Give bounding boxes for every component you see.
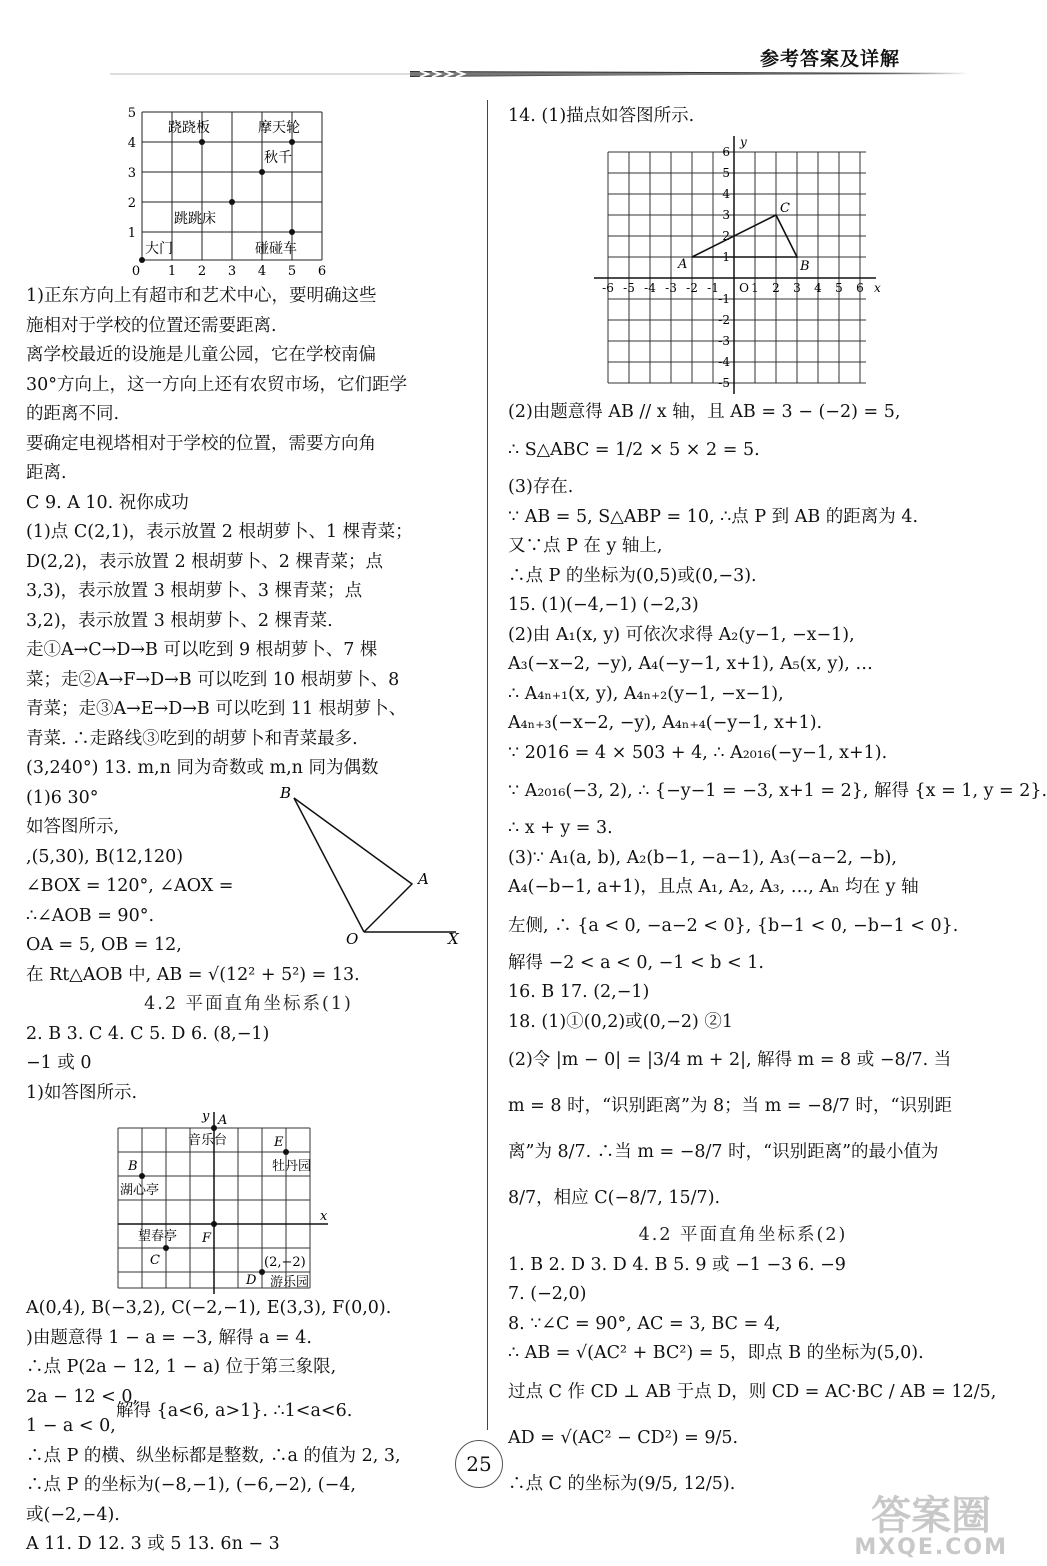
x-tick: 6 — [317, 264, 327, 279]
point-c — [163, 1245, 169, 1251]
text-line: ∵ 2016 = 4 × 503 + 4, ∴ A₂₀₁₆(−y−1, x+1). — [508, 742, 888, 763]
text-line: 3,3)，表示放置 3 根胡萝卜、3 棵青菜；点 — [26, 581, 363, 601]
text-line: 菜；走②A→F→D→B 可以吃到 10 根胡萝卜、8 — [26, 669, 400, 690]
text-line: 18. (1)①(0,2)或(0,−2) ②1 — [508, 1011, 734, 1032]
vertex-a: A — [418, 869, 429, 888]
label-spring-pavilion: 望春亭 — [138, 1229, 178, 1244]
x-tick: 1 — [167, 264, 177, 279]
text-line: A₄(−b−1, a+1)，且点 A₁, A₂, A₃, …, Aₙ 均在 y 轴 — [508, 877, 919, 897]
x-tick: -2 — [686, 280, 698, 295]
text-line: (3)∵ A₁(a, b), A₂(b−1, −a−1), A₃(−a−2, −b), — [508, 847, 897, 868]
label-lake-pavilion: 湖心亭 — [120, 1183, 160, 1198]
text-line: 要确定电视塔相对于学校的位置，需要方向角 — [26, 433, 376, 454]
vertex-o: O — [346, 929, 359, 948]
y-tick: 6 — [722, 144, 730, 159]
triangle-figure — [276, 783, 466, 948]
text-line: (3)存在. — [508, 477, 574, 497]
text-line: (3,240°) 13. m,n 同为奇数或 m,n 同为偶数 — [26, 758, 379, 778]
point-f — [211, 1221, 217, 1227]
text-line: ∵ A₂₀₁₆(−3, 2), ∴ {−y−1 = −3, x+1 = 2}, 解得 {x = 1, y = 2}. — [508, 781, 1047, 801]
text-line: m = 8 时，“识别距离”为 8；当 m = −8/7 时，“识别距 — [508, 1096, 952, 1116]
x-tick: 4 — [257, 264, 267, 279]
point-label-f: F — [202, 1231, 212, 1246]
grid-figure-1 — [26, 92, 471, 282]
point-label-b: B — [128, 1159, 138, 1174]
y-tick: -1 — [718, 291, 730, 306]
text-line: OA = 5, OB = 12, — [26, 935, 182, 955]
y-tick: -5 — [718, 375, 730, 390]
x-axis-label: x — [874, 280, 881, 295]
point-seesaw — [199, 139, 205, 145]
text-line: ∴点 P(2a − 12, 1 − a) 位于第三象限, — [26, 1357, 337, 1377]
label-ferris-wheel: 摩天轮 — [258, 120, 300, 136]
text-line: ∴ AB = √(AC² + BC²) = 5，即点 B 的坐标为(5,0). — [508, 1343, 924, 1363]
grid-1-svg — [112, 92, 432, 280]
label-seesaw: 跷跷板 — [168, 120, 210, 136]
x-tick: -3 — [665, 280, 677, 295]
x-tick: 5 — [835, 280, 843, 295]
point-swing — [259, 169, 265, 175]
text-line: ∴点 P 的坐标为(0,5)或(0,−3). — [508, 565, 757, 586]
text-line: 7. (−2,0) — [508, 1284, 587, 1304]
label-amusement-park: 游乐园 — [270, 1275, 310, 1290]
label-peony-garden: 牡丹园 — [272, 1159, 312, 1174]
text-line: 1)如答图所示. — [26, 1082, 138, 1103]
vertex-b: B — [280, 783, 292, 802]
text-line: (1)点 C(2,1)，表示放置 2 根胡萝卜、1 棵青菜； — [26, 522, 413, 542]
text-line: D(2,2)，表示放置 2 根胡萝卜、2 棵青菜；点 — [26, 551, 383, 572]
x-tick: 3 — [227, 264, 237, 279]
point-bumper-car — [289, 229, 295, 235]
grid-figure-3 — [508, 132, 978, 398]
origin-label: O — [739, 280, 749, 295]
text-line: ∴∠AOB = 90°. — [26, 905, 155, 926]
grid-3-svg — [594, 132, 894, 398]
point-b — [139, 1173, 145, 1179]
text-line: 左侧, ∴ {a < 0, −a−2 < 0}, {b−1 < 0, −b−1 < 0}. — [508, 915, 959, 936]
header-title: 参考答案及详解 — [759, 48, 900, 70]
text-line: ∴点 P 的横、纵坐标都是整数, ∴a 的值为 2, 3, — [26, 1445, 401, 1466]
text-line: AD = √(AC² − CD²) = 9/5. — [508, 1427, 739, 1448]
y-tick: -2 — [718, 312, 730, 327]
x-tick: 4 — [814, 280, 822, 295]
page-number: 25 — [455, 1440, 503, 1488]
text-line: 如答图所示, — [26, 817, 120, 837]
text-line: ∴ S△ABC = 1/2 × 5 × 2 = 5. — [508, 440, 760, 460]
text-line: A₄ₙ₊₃(−x−2, −y), A₄ₙ₊₄(−y−1, x+1). — [508, 713, 823, 733]
text-line: ∴点 C 的坐标为(9/5, 12/5). — [508, 1473, 736, 1494]
y-tick: 1 — [127, 226, 136, 241]
text-line: 或(−2,−4). — [26, 1504, 120, 1525]
left-column — [26, 92, 471, 1560]
text-line: ,(5,30), B(12,120) — [26, 846, 184, 867]
text-line: (2)令 |m − 0| = |3/4 m + 2|, 解得 m = 8 或 −8/7. 当 — [508, 1050, 952, 1070]
text-line: ∴ x + y = 3. — [508, 818, 613, 838]
text-line: −1 或 0 — [26, 1053, 92, 1073]
text-line: 1 − a < 0, — [26, 1416, 116, 1436]
point-label-a: A — [678, 256, 688, 272]
text-line: 8/7，相应 C(−8/7, 15/7). — [508, 1188, 721, 1208]
x-tick: 2 — [197, 264, 207, 279]
text-line: ∴ A₄ₙ₊₁(x, y), A₄ₙ₊₂(y−1, −x−1), — [508, 683, 784, 704]
text-line: ∴点 P 的坐标为(−8,−1), (−6,−2), (−4, — [26, 1475, 356, 1495]
text-line: 过点 C 作 CD ⊥ AB 于点 D，则 CD = AC·BC / AB = 12/5, — [508, 1381, 997, 1402]
section-heading: 4.2 平面直角坐标系(2) — [638, 1225, 848, 1245]
point-label-e: E — [274, 1135, 284, 1150]
text-line: 16. B 17. (2,−1) — [508, 982, 650, 1002]
y-axis-label: y — [202, 1109, 210, 1124]
text-line: 1)正东方向上有超市和艺术中心，要明确这些 — [26, 286, 377, 306]
text-line: 离学校最近的设施是儿童公园，它在学校南偏 — [26, 345, 376, 365]
column-divider — [487, 100, 488, 1430]
watermark — [854, 1493, 1008, 1560]
y-axis-label: y — [740, 134, 747, 149]
system-block — [26, 1383, 471, 1442]
text-line: (2)由题意得 AB // x 轴，且 AB = 3 − (−2) = 5, — [508, 401, 901, 422]
text-line: 的距离不同. — [26, 404, 120, 424]
text-line: 青菜. ∴走路线③吃到的胡萝卜和青菜最多. — [26, 728, 358, 749]
label-swing: 秋千 — [264, 150, 292, 166]
text-line: ∠BOX = 120°, ∠AOX = — [26, 876, 234, 896]
point-a — [211, 1125, 217, 1131]
right-column — [508, 102, 1047, 1507]
solve-text: 解得 {a<6, a>1}. ∴1<a<6. — [116, 1400, 353, 1421]
label-point-d-coord: (2,−2) — [264, 1255, 306, 1270]
x-tick: -5 — [623, 280, 635, 295]
page-header — [0, 0, 1020, 90]
y-tick: 5 — [127, 106, 136, 121]
x-tick: 5 — [287, 264, 297, 279]
x-tick: 0 — [131, 264, 141, 279]
x-tick: 2 — [772, 280, 780, 295]
y-tick: 2 — [722, 228, 730, 243]
text-line: 2. B 3. C 4. C 5. D 6. (8,−1) — [26, 1023, 270, 1044]
text-line: 施相对于学校的位置还需要距离. — [26, 315, 277, 336]
text-line: A₃(−x−2, −y), A₄(−y−1, x+1), A₅(x, y), … — [508, 654, 873, 674]
y-tick: 5 — [722, 165, 730, 180]
point-label-d: D — [246, 1273, 257, 1288]
text-line: 1. B 2. D 3. D 4. B 5. 9 或 −1 −3 6. −9 — [508, 1254, 846, 1275]
grid-2-svg — [114, 1108, 354, 1294]
point-label-c: C — [150, 1253, 160, 1268]
section-heading: 4.2 平面直角坐标系(1) — [144, 994, 353, 1014]
text-line: 8. ∵∠C = 90°, AC = 3, BC = 4, — [508, 1313, 781, 1334]
text-line: 解得 −2 < a < 0, −1 < b < 1. — [508, 952, 764, 973]
point-label-c: C — [780, 200, 790, 216]
watermark-url: MXQE.COM — [854, 1535, 1008, 1560]
y-tick: -4 — [718, 354, 730, 369]
text-line: 走①A→C→D→B 可以吃到 9 根胡萝卜、7 棵 — [26, 640, 378, 660]
x-tick: 6 — [856, 280, 864, 295]
label-gate: 大门 — [145, 241, 173, 257]
text-line: 30°方向上，这一方向上还有农贸市场，它们距学 — [26, 374, 408, 395]
text-line: C 9. A 10. 祝你成功 — [26, 492, 189, 513]
y-tick: -3 — [718, 333, 730, 348]
text-line: 又∵点 P 在 y 轴上, — [508, 536, 663, 556]
text-line: )由题意得 1 − a = −3, 解得 a = 4. — [26, 1327, 312, 1348]
label-trampoline: 跳跳床 — [174, 211, 216, 227]
x-tick: -4 — [644, 280, 656, 295]
y-tick: 3 — [127, 166, 136, 181]
x-tick: 1 — [751, 280, 759, 295]
y-tick: 1 — [722, 249, 730, 264]
text-line: (1)6 30° — [26, 787, 99, 808]
text-line: ∵ AB = 5, S△ABP = 10, ∴点 P 到 AB 的距离为 4. — [508, 506, 919, 527]
text-line: 在 Rt△AOB 中, AB = √(12² + 5²) = 13. — [26, 964, 360, 985]
point-ferris-wheel — [289, 139, 295, 145]
text-line: 15. (1)(−4,−1) (−2,3) — [508, 595, 699, 615]
point-trampoline — [229, 199, 235, 205]
text-line: (2)由 A₁(x, y) 可依次求得 A₂(y−1, −x−1), — [508, 624, 855, 645]
watermark-logo-text: 答案圈 — [871, 1493, 992, 1539]
text-line: 距离. — [26, 463, 67, 483]
point-label-a: A — [218, 1113, 228, 1128]
label-bumper-car: 碰碰车 — [255, 241, 297, 257]
grid-3-lines — [608, 152, 866, 383]
header-rule — [110, 70, 970, 78]
label-music-stage: 音乐台 — [188, 1133, 228, 1148]
point-gate — [139, 257, 145, 263]
y-tick: 4 — [127, 136, 136, 151]
text-line: 青菜；走③A→E→D→B 可以吃到 11 根胡萝卜、 — [26, 699, 407, 719]
text-line: 3,2)，表示放置 3 根胡萝卜、2 棵青菜. — [26, 610, 333, 631]
x-axis-label: x — [320, 1209, 328, 1224]
x-tick: 3 — [793, 280, 801, 295]
grid-figure-2 — [26, 1108, 471, 1294]
x-tick: -6 — [602, 280, 614, 295]
text-line: A 11. D 12. 3 或 5 13. 6n − 3 — [26, 1534, 280, 1554]
axis-x-label: X — [448, 929, 459, 948]
text-line: 离”为 8/7. ∴当 m = −8/7 时，“识别距离”的最小值为 — [508, 1142, 939, 1162]
y-tick: 2 — [127, 196, 136, 211]
x-tick: -1 — [707, 280, 719, 295]
y-tick: 3 — [722, 207, 730, 222]
point-e — [283, 1149, 289, 1155]
text-line: 14. (1)描点如答图所示. — [508, 106, 695, 126]
point-label-b: B — [800, 258, 810, 274]
y-tick: 4 — [722, 186, 730, 201]
text-line: A(0,4), B(−3,2), C(−2,−1), E(3,3), F(0,0). — [26, 1298, 392, 1318]
text-line: 2a − 12 < 0, — [26, 1386, 139, 1407]
